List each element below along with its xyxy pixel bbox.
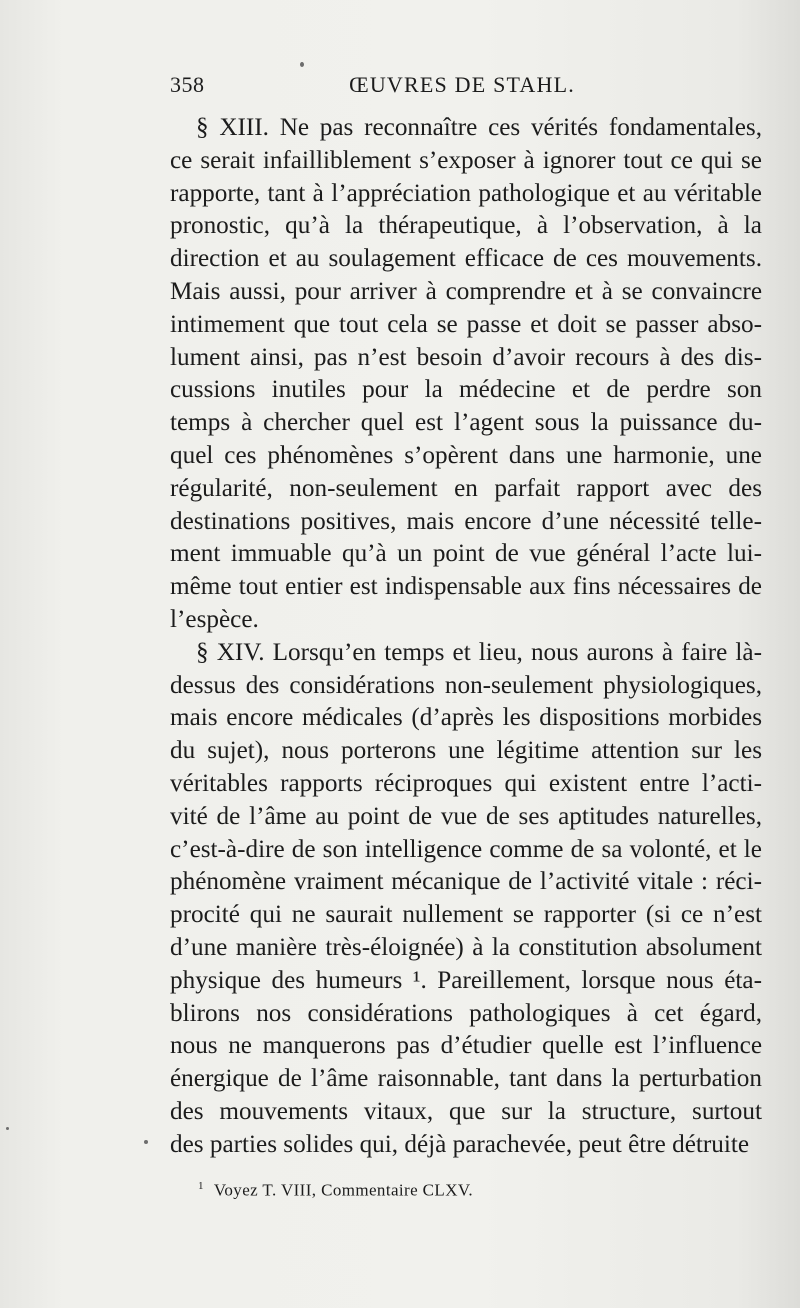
- text-line: du sujet), nous porterons une légitime attention sur les: [170, 737, 762, 765]
- text-line: § XIII. Ne pas reconnaître ces vérités fondamentales,: [196, 114, 762, 141]
- text-line: direction et au soulagement efficace de ces mouvements.: [170, 245, 762, 273]
- text-line: phénomène vraiment mécanique de l’activité vitale : réci-: [170, 868, 762, 896]
- footnote: [198, 1180, 473, 1201]
- text-line: l’espèce.: [170, 605, 259, 633]
- text-line: vité de l’âme au point de vue de ses aptitudes naturelles,: [170, 802, 762, 830]
- print-speck: [6, 1127, 9, 1130]
- text-line: énergique de l’âme raisonnable, tant dans la perturbation: [170, 1065, 762, 1093]
- running-title: ŒUVRES DE STAHL.: [349, 72, 575, 97]
- text-line: lument ainsi, pas n’est besoin d’avoir recours à des dis-: [170, 343, 762, 371]
- text-line: rapporte, tant à l’appréciation pathologique et au véritable: [170, 179, 762, 207]
- text-line: physique des humeurs ¹. Pareillement, lorsque nous éta-: [170, 966, 762, 994]
- text-line: Mais aussi, pour arriver à comprendre et à se convaincre: [170, 277, 762, 305]
- text-line: d’une manière très-éloignée) à la constitution absolument: [170, 933, 762, 961]
- footnote-text: Voyez T. VIII, Commentaire CLXV.: [213, 1180, 474, 1200]
- text-line: c’est-à-dire de son intelligence comme de sa volonté, et le: [170, 835, 762, 863]
- text-line: § XIV. Lorsqu’en temps et lieu, nous aurons à faire là-: [196, 638, 762, 666]
- paragraph: [170, 637, 762, 1162]
- text-line: ce serait infailliblement s’exposer à ignorer tout ce qui se: [170, 146, 762, 174]
- text-line: des mouvements vitaux, que sur la structure, surtout: [170, 1097, 762, 1125]
- text-line: des parties solides qui, déjà parachevée, peut être détruite: [170, 1130, 750, 1158]
- running-head: [170, 72, 754, 102]
- text-line: même tout entier est indispensable aux fins nécessaires de: [170, 573, 762, 601]
- paragraph: [170, 112, 762, 637]
- body-text: [170, 112, 762, 1162]
- text-line: quel ces phénomènes s’opèrent dans une harmonie, une: [170, 441, 762, 469]
- print-speck: [144, 1140, 148, 1144]
- text-line: temps à chercher quel est l’agent sous la puissance du-: [170, 409, 762, 437]
- text-line: nous ne manquerons pas d’étudier quelle est l’influence: [170, 1032, 762, 1060]
- text-line: pronostic, qu’à la thérapeutique, à l’observation, à la: [170, 212, 762, 240]
- text-line: régularité, non-seulement en parfait rapport avec des: [170, 474, 762, 502]
- text-line: dessus des considérations non-seulement physiologiques,: [170, 671, 762, 699]
- text-line: mais encore médicales (d’après les dispositions morbides: [170, 704, 762, 732]
- text-line: ment immuable qu’à un point de vue général l’acte lui-: [170, 540, 762, 568]
- text-line: destinations positives, mais encore d’une nécessité telle-: [170, 507, 762, 535]
- footnote-mark: 1: [198, 1180, 204, 1192]
- text-line: intimement que tout cela se passe et doit se passer abso-: [170, 310, 762, 338]
- text-line: procité qui ne saurait nullement se rapporter (si ce n’est: [170, 901, 762, 929]
- text-line: blirons nos considérations pathologiques à cet égard,: [170, 999, 762, 1027]
- text-line: cussions inutiles pour la médecine et de perdre son: [170, 376, 762, 404]
- print-speck: [300, 62, 304, 67]
- text-line: véritables rapports réciproques qui existent entre l’acti-: [170, 769, 762, 797]
- page-number: 358: [170, 72, 205, 97]
